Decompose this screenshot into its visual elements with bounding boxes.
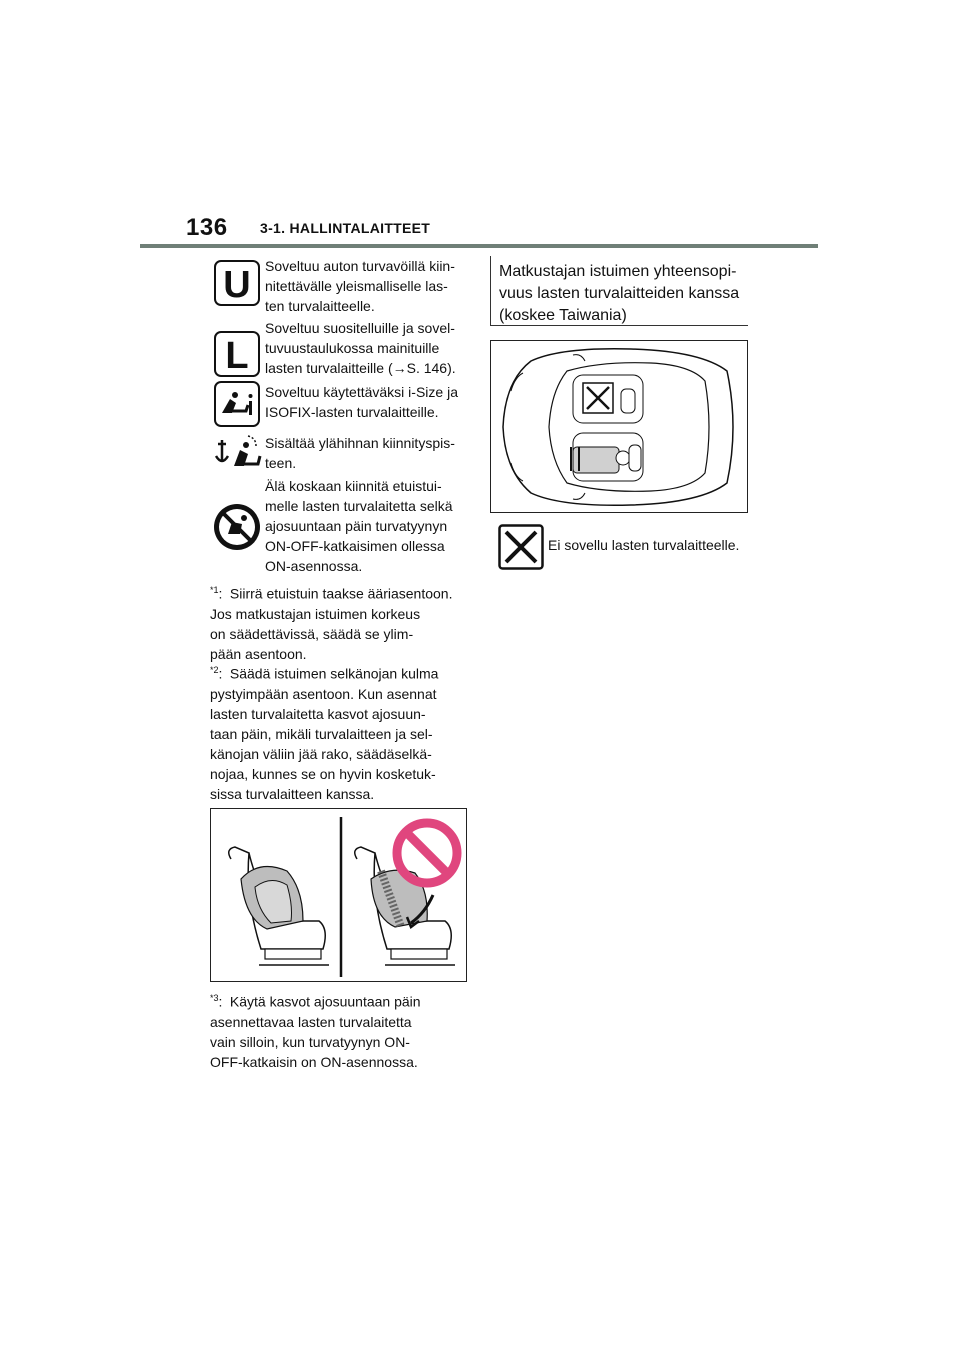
l-category-icon — [214, 331, 260, 377]
legend-text-u: Soveltuu auton turvavöillä kiin- nitettävälle yleismalliselle las- ten turvalaitteelle. — [265, 258, 455, 314]
legend-text-isofix: Soveltuu käytettäväksi i-Size ja ISOFIX-lasten turvalaitteille. — [265, 384, 458, 420]
no-rear-facing-airbag-icon — [212, 502, 262, 552]
not-applicable-icon — [498, 524, 544, 570]
taiwan-compatibility-heading: Matkustajan istuimen yhteensopi- vuus lasten turvalaitteiden kanssa (koskee Taiwania) — [490, 256, 748, 326]
note-1-marker: *1 — [210, 585, 219, 595]
top-tether-anchor-icon — [212, 432, 264, 472]
note-3-marker: *3 — [210, 993, 219, 1003]
u-letter: U — [223, 264, 251, 306]
isofix-child-seat-icon — [214, 381, 260, 427]
note-2-marker: *2 — [210, 665, 219, 675]
seat-illustration — [210, 808, 467, 982]
section-title: 3-1. HALLINTALAITTEET — [260, 220, 431, 236]
not-applicable-text: Ei sovellu lasten turvalaitteelle. — [548, 537, 740, 553]
page-number: 136 — [186, 214, 228, 241]
car-top-view-illustration — [490, 340, 748, 513]
legend-text-tether: Sisältää ylähihnan kiinnityspis- teen. — [265, 435, 455, 471]
universal-u-icon — [214, 260, 260, 306]
legend-text-airbag-warning: Älä koskaan kiinnitä etuistui- melle lasten turvalaitetta selkä ajosuuntaan päin turvatyynyn ON-OFF-katkaisimen ollessa ON-asennossa. — [265, 478, 453, 574]
l-letter: L — [225, 335, 249, 377]
header-divider — [140, 244, 818, 248]
note-2: $^{*2}$: Säädä istuimen selkänojan kulma pystyimpään asentoon. Kun asennat lasten turvalaitetta kasvot ajosuun- taan päin, mikäli turvalaitteen ja sel- känojan väliin jää rako, säädäselkä- nojaa, kunnes se on hyvin kosketuk- sissa turvalaitteen kanssa. — [210, 665, 439, 802]
note-3: $^{*3}$: Käytä kasvot ajosuuntaan päin asennettavaa lasten turvalaitetta vain silloin, kun turvatyynyn ON- OFF-katkaisin on ON-asennossa. — [210, 993, 421, 1070]
note-1: $^{*1}$: Siirrä etuistuin taakse ääriasentoon. Jos matkustajan istuimen korkeus on säädettävissä, säädä se ylim- pään asentoon. — [210, 585, 453, 662]
legend-text-l: Soveltuu suositelluille ja sovel- tuvuustaulukossa mainituille lasten turvalaitteille (→S. 146). — [265, 320, 456, 376]
